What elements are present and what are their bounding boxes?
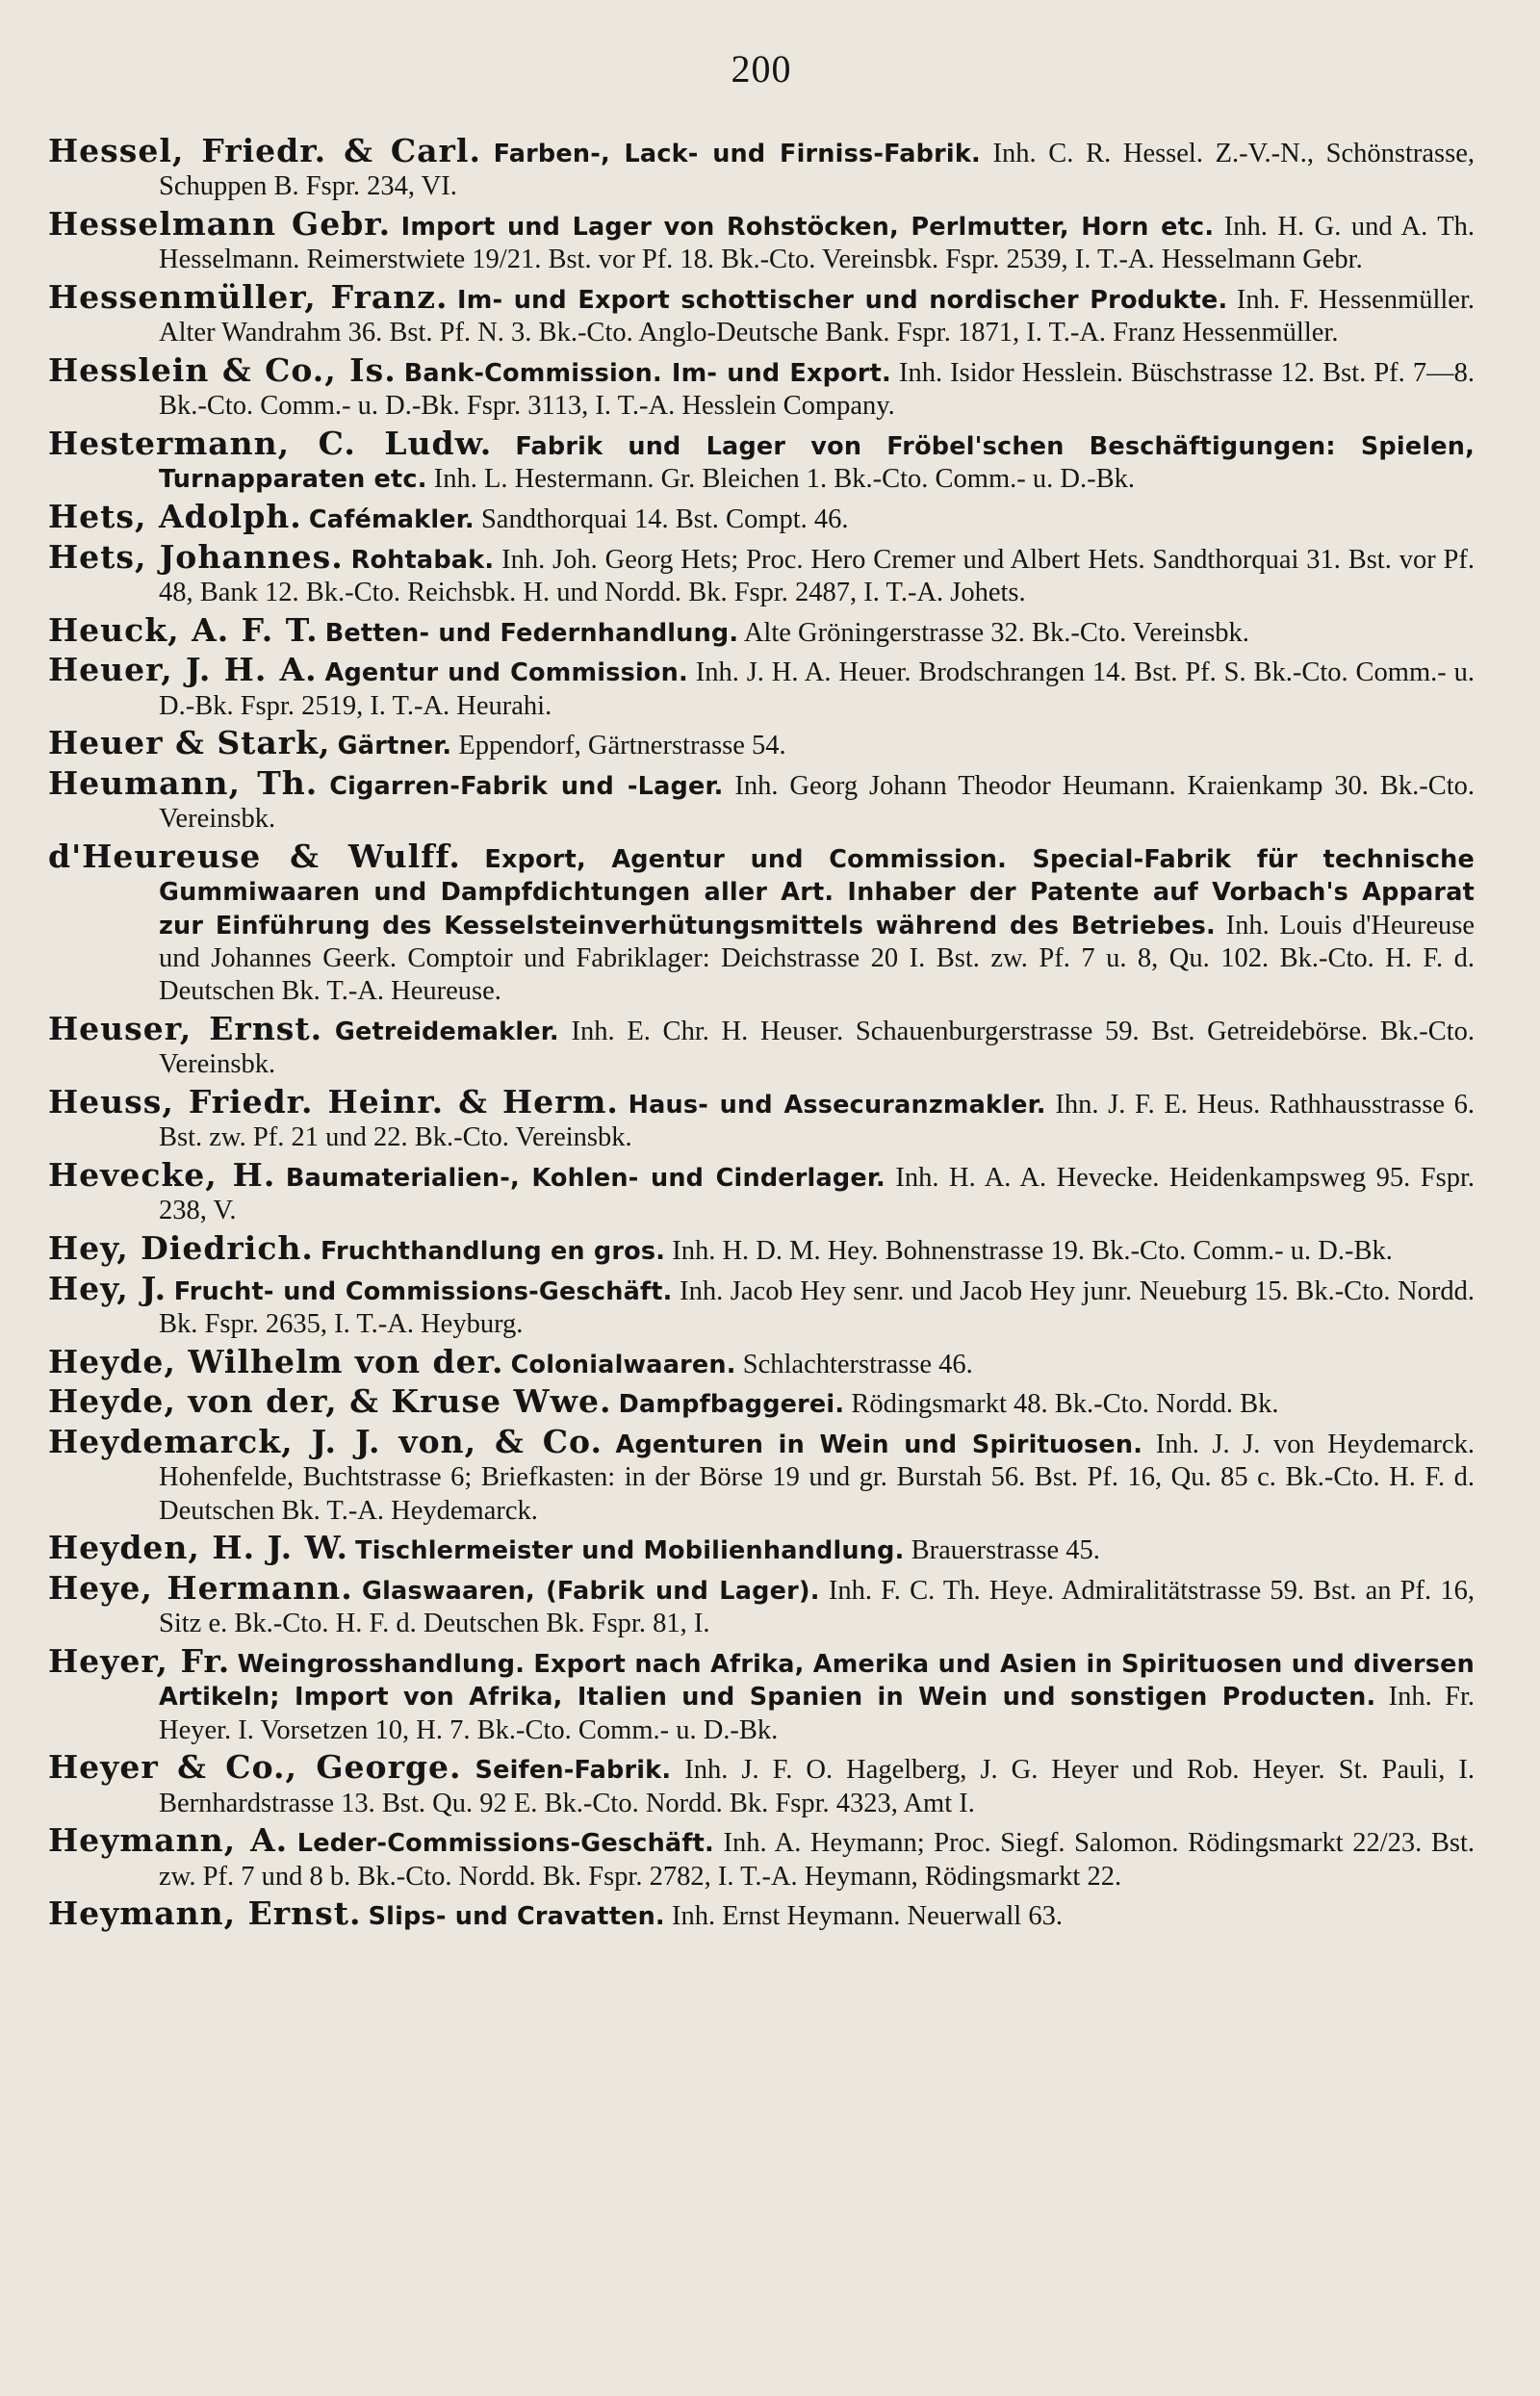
firm-details: Inh. H. D. M. Hey. Bohnenstrasse 19. Bk.-Cto. Comm.- u. D.-Bk. [672, 1236, 1393, 1266]
firm-details: Inh. L. Hestermann. Gr. Bleichen 1. Bk.-Cto. Comm.- u. D.-Bk. [433, 464, 1135, 495]
business-description: Getreidemakler. [334, 1018, 559, 1046]
firm-details: Inh. Joh. Georg Hets; Proc. Hero Cremer und Albert Hets. Sandthorquai 31. Bst. vor Pf. 48, Bank 12. Bk.-Cto. Reichsbk. H. und Nordd. Bk. Fspr. 2487, I. T.-A. Johets. [159, 544, 1476, 607]
business-description: Baumaterialien-, Kohlen- und Cinderlager. [285, 1164, 886, 1193]
firm-name: Heydemarck, J. J. von, & Co. [48, 1422, 603, 1460]
firm-name: Hesslein & Co., Is. [48, 351, 397, 389]
firm-name: Heyde, Wilhelm von der. [48, 1342, 504, 1380]
firm-details: Inh. Isidor Hesslein. Büschstrasse 12. Bst. Pf. 7—8. Bk.-Cto. Comm.- u. D.-Bk. Fspr. 3113, I. T.-A. Hesslein Company. [159, 358, 1475, 422]
directory-entry [48, 1382, 1475, 1421]
firm-details: Inh. Fr. Heyer. I. Vorsetzen 10, H. 7. Bk.-Cto. Comm.- u. D.-Bk. [159, 1682, 1475, 1745]
firm-name: Heuer, J. H. A. [48, 651, 318, 689]
business-description: Import und Lager von Rohstöcken, Perlmutter, Horn etc. [400, 213, 1215, 242]
firm-details: Inh. H. G. und A. Th. Hesselmann. Reimerstwiete 19/21. Bst. vor Pf. 18. Bk.-Cto. Vereinsbk. Fspr. 2539, I. T.-A. Hesselmann Gebr. [159, 212, 1476, 275]
directory-entry [48, 1156, 1476, 1228]
firm-details: Inh. Jacob Hey senr. und Jacob Hey junr. Neueburg 15. Bk.-Cto. Nordd. Bk. Fspr. 2635, I. T.-A. Heyburg. [159, 1275, 1475, 1339]
business-description: Colonialwaaren. [510, 1350, 736, 1379]
directory-entry [48, 1010, 1476, 1082]
directory-entry [48, 1641, 1475, 1747]
directory-entry [48, 1821, 1475, 1894]
directory-entry [48, 498, 1475, 536]
business-description: Cigarren-Fabrik und -Lager. [329, 771, 724, 801]
firm-name: Hey, Diedrich. [48, 1229, 314, 1267]
business-description: Glaswaaren, (Fabrik und Lager). [361, 1576, 820, 1606]
directory-entry [48, 1083, 1476, 1155]
firm-details: Ihn. J. F. E. Heus. Rathhausstrasse 6. Bst. zw. Pf. 21 und 22. Bk.-Cto. Vereinsbk. [159, 1090, 1476, 1153]
directory-entry [48, 763, 1475, 837]
firm-name: Heymann, Ernst. [48, 1894, 362, 1933]
firm-details: Sandthorquai 14. Bst. Compt. 46. [480, 504, 849, 534]
page-number: 200 [731, 47, 792, 90]
business-description: Slips- und Cravatten. [368, 1902, 665, 1932]
directory-entry [48, 205, 1476, 277]
directory-entry [48, 537, 1476, 610]
firm-details: Schlachterstrasse 46. [742, 1349, 973, 1379]
business-description: Bank-Commission. Im- und Export. [403, 359, 891, 388]
business-description: Gärtner. [337, 732, 452, 761]
firm-details: Inh. Ernst Heymann. Neuerwall 63. [671, 1901, 1063, 1932]
business-description: Leder-Commissions-Geschäft. [296, 1829, 714, 1859]
firm-name: Hets, Johannes. [48, 537, 344, 576]
directory-entry [48, 1894, 1475, 1933]
business-description: Betten- und Federnhandlung. [324, 618, 739, 648]
firm-details: Inh. E. Chr. H. Heuser. Schauenburgerstrasse 59. Bst. Getreidebörse. Bk.-Cto. Vereinsbk. [159, 1017, 1476, 1080]
directory-entry [48, 278, 1476, 350]
firm-details: Inh. A. Heymann; Proc. Siegf. Salomon. Rödingsmarkt 22/23. Bst. zw. Pf. 7 und 8 b. Bk.-Cto. Nordd. Bk. Fspr. 2782, I. T.-A. Heymann, Rödingsmarkt 22. [159, 1828, 1475, 1892]
firm-name: Hevecke, H. [48, 1156, 276, 1194]
directory-entry [48, 651, 1476, 723]
directory-entry [48, 427, 1475, 497]
business-description: Dampfbaggerei. [618, 1390, 845, 1420]
directory-entry [48, 1529, 1475, 1567]
firm-name: Hessenmüller, Franz. [48, 278, 449, 316]
directory-entry [48, 132, 1476, 204]
business-description: Seifen-Fabrik. [475, 1756, 672, 1786]
firm-name: Heuck, A. F. T. [48, 610, 319, 649]
business-description: Agenturen in Wein und Spirituosen. [615, 1430, 1143, 1459]
directory-entries [48, 132, 1476, 1934]
firm-details: Inh. Louis d'Heureuse und Johannes Geerk. Comptoir und Fabriklager: Deichstrasse 20 I. Bst. zw. Pf. 7 u. 8, Qu. 102. Bk.-Cto. H. F. d. Deutschen Bk. T.-A. Heureuse. [159, 910, 1475, 1007]
directory-entry [48, 1422, 1476, 1528]
firm-details: Inh. F. C. Th. Heye. Admiralitätstrasse 59. Bst. an Pf. 16, Sitz e. Bk.-Cto. H. F. d. Deutschen Bk. Fspr. 81, I. [159, 1575, 1475, 1639]
firm-details: Inh. C. R. Hessel. Z.-V.-N., Schönstrasse, Schuppen B. Fspr. 234, VI. [159, 139, 1476, 202]
firm-name: d'Heureuse & Wulff. [48, 837, 461, 875]
firm-details: Inh. J. J. von Heydemarck. Hohenfelde, Buchtstrasse 6; Briefkasten: in der Börse 19 und gr. Burstah 56. Bst. Pf. 16, Qu. 85 c. Bk.-Cto. H. F. d. Deutschen Bk. T.-A. Heydemarck. [159, 1429, 1476, 1526]
firm-name: Hey, J. [48, 1269, 167, 1307]
firm-name: Heyde, von der, & Kruse Wwe. [48, 1382, 612, 1421]
firm-name: Heymann, A. [48, 1821, 289, 1860]
business-description: Rohtabak. [350, 545, 495, 575]
firm-details: Inh. J. F. O. Hagelberg, J. G. Heyer und Rob. Heyer. St. Pauli, I. Bernhardstrasse 13. Bst. Qu. 92 E. Bk.-Cto. Nordd. Bk. Fspr. 4323, Amt I. [159, 1755, 1475, 1818]
firm-name: Heye, Hermann. [48, 1568, 353, 1607]
business-description: Agentur und Commission. [324, 658, 688, 688]
business-description: Frucht- und Commissions-Geschäft. [173, 1276, 673, 1306]
directory-entry [48, 610, 1475, 650]
business-description: Im- und Export schottischer und nordischer Produkte. [457, 286, 1228, 315]
firm-name: Heuss, Friedr. Heinr. & Herm. [48, 1083, 619, 1121]
directory-entry [48, 351, 1475, 424]
directory-entry [48, 1568, 1475, 1641]
business-description: Fabrik und Lager von Fröbel'schen Beschäftigungen: Spielen, Turnapparaten etc. [159, 432, 1475, 495]
directory-entry [48, 837, 1475, 1009]
firm-name: Hessel, Friedr. & Carl. [48, 132, 481, 169]
firm-details: Eppendorf, Gärtnerstrasse 54. [458, 731, 786, 761]
firm-name: Heumann, Th. [48, 763, 319, 802]
business-description: Weingrosshandlung. Export nach Afrika, Amerika und Asien in Spirituosen und diversen Artikeln; Import von Afrika, Italien und Spanien in Wein und sonstigen Producten. [159, 1649, 1475, 1713]
firm-details: Inh. J. H. A. Heuer. Brodschrangen 14. Bst. Pf. S. Bk.-Cto. Comm.- u. D.-Bk. Fspr. 2519, I. T.-A. Heurahi. [159, 657, 1476, 721]
firm-details: Brauerstrasse 45. [911, 1535, 1100, 1566]
firm-name: Hesselmann Gebr. [48, 205, 392, 243]
firm-details: Inh. F. Hessenmüller. Alter Wandrahm 36. Bst. Pf. N. 3. Bk.-Cto. Anglo-Deutsche Bank. Fspr. 1871, I. T.-A. Franz Hessenmüller. [159, 285, 1476, 348]
firm-details: Rödingsmarkt 48. Bk.-Cto. Nordd. Bk. [851, 1389, 1279, 1420]
firm-name: Hestermann, C. Ludw. [48, 425, 493, 462]
business-description: Fruchthandlung en gros. [321, 1237, 666, 1266]
firm-name: Hets, Adolph. [48, 498, 302, 535]
directory-entry [48, 1229, 1475, 1268]
directory-entry [48, 1269, 1475, 1342]
firm-name: Heyer, Fr. [48, 1641, 231, 1680]
business-description: Tischlermeister und Mobilienhandlung. [355, 1536, 905, 1566]
business-description: Export, Agentur und Commission. Special-Fabrik für technische Gummiwaaren und Dampfdichtungen aller Art. Inhaber der Patente auf Vorbach's Apparat zur Einführung des Kesselsteinverhütungsmittels während des Betriebes. [159, 844, 1475, 940]
business-description: Haus- und Assecuranzmakler. [628, 1091, 1046, 1120]
firm-name: Heuer & Stark, [48, 724, 331, 762]
firm-name: Heyer & Co., George. [48, 1748, 462, 1787]
directory-entry [48, 724, 1475, 762]
business-description: Farben-, Lack- und Firniss-Fabrik. [493, 140, 981, 168]
firm-details: Inh. H. A. A. Hevecke. Heidenkampsweg 95. Fspr. 238, V. [159, 1163, 1476, 1226]
firm-details: Inh. Georg Johann Theodor Heumann. Kraienkamp 30. Bk.-Cto. Vereinsbk. [159, 770, 1475, 835]
directory-entry [48, 1342, 1475, 1381]
firm-name: Heyden, H. J. W. [48, 1529, 348, 1567]
firm-details: Alte Gröningerstrasse 32. Bk.-Cto. Vereinsbk. [743, 617, 1249, 648]
firm-name: Heuser, Ernst. [48, 1010, 323, 1047]
business-description: Cafémakler. [308, 505, 475, 534]
directory-entry [48, 1748, 1475, 1820]
